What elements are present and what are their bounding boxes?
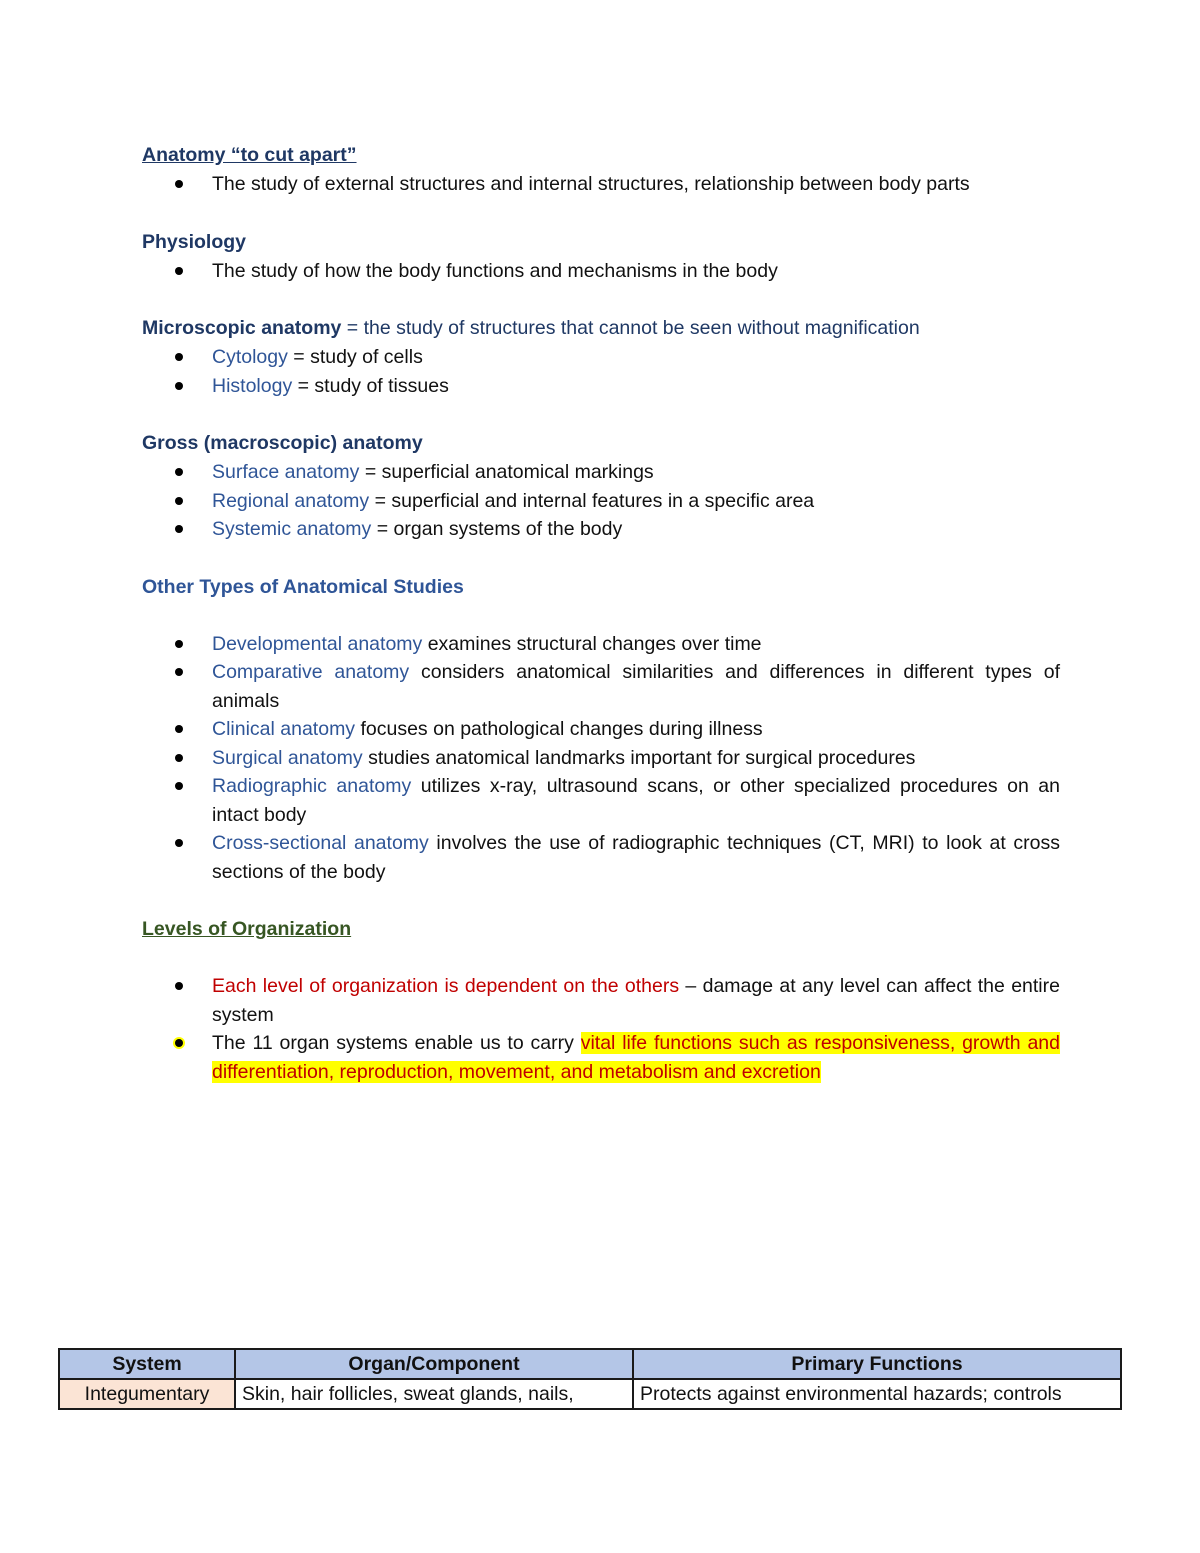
list-item: [142, 515, 1060, 544]
table-row: [59, 1379, 1121, 1409]
list-item: [142, 257, 1060, 286]
levels-heading: Levels of Organization: [142, 918, 352, 940]
list-item: [142, 458, 1060, 487]
list-item: [142, 772, 1060, 829]
list-item-text: = study of tissues: [292, 374, 449, 397]
list-item-term: Systemic anatomy: [212, 518, 372, 540]
bullet-dot-icon: [175, 1039, 183, 1047]
bullet-dot-icon: [175, 468, 183, 476]
column-header-functions: Primary Functions: [633, 1349, 1121, 1379]
table-cell-functions: Protects against environmental hazards; controls: [633, 1379, 1121, 1409]
bullet-dot-icon: [175, 267, 183, 275]
other-types-heading: Other Types of Anatomical Studies: [142, 575, 464, 598]
bullet-dot-icon: [175, 982, 183, 990]
gross-list: [142, 458, 1060, 544]
list-item-emphasis: Each level of organization is dependent on the others: [212, 975, 680, 997]
list-item-text: involves the use of radiographic techniques (CT, MRI) to look at cross sections of the body: [212, 832, 1060, 883]
list-item-term: Clinical anatomy: [212, 718, 356, 740]
anatomy-heading: Anatomy “to cut apart”: [142, 144, 357, 166]
other-types-list: [142, 630, 1060, 887]
list-item: [142, 744, 1060, 773]
list-item-text: focuses on pathological changes during illness: [355, 718, 763, 740]
list-item: [142, 487, 1060, 516]
anatomy-list: [142, 170, 1060, 199]
list-item-text: = superficial anatomical markings: [359, 461, 654, 483]
microscopic-heading-term: Microscopic anatomy: [142, 317, 342, 339]
table-cell-system: Integumentary: [59, 1379, 235, 1409]
bullet-dot-icon: [175, 640, 183, 648]
list-item-term: Cross-sectional anatomy: [212, 832, 429, 854]
list-item: [142, 170, 1060, 199]
list-item-term: Comparative anatomy: [212, 661, 410, 683]
table-cell-organ: Skin, hair follicles, sweat glands, nails,: [235, 1379, 633, 1409]
physiology-heading: Physiology: [142, 230, 247, 253]
list-item-term: Surgical anatomy: [212, 746, 363, 769]
list-item-text: The study of external structures and internal structures, relationship between body parts: [212, 173, 970, 195]
list-item: [142, 343, 1060, 372]
bullet-dot-icon: [175, 353, 183, 361]
list-item: [142, 1029, 1060, 1086]
bullet-dot-icon: [175, 668, 183, 676]
list-item: [142, 829, 1060, 886]
highlighted-text: vital life functions such as responsiveness, growth and differentiation, reproduction, movement, and metabolism and excretion: [212, 1032, 1060, 1083]
levels-list: [142, 972, 1060, 1086]
bullet-dot-icon: [175, 782, 183, 790]
list-item: [142, 630, 1060, 659]
list-item-term: Surface anatomy: [212, 461, 360, 483]
list-item-text: = superficial and internal features in a specific area: [369, 489, 815, 512]
list-item-text: The 11 organ systems enable us to carry: [212, 1032, 581, 1054]
list-item-text: = study of cells: [287, 346, 423, 368]
column-header-organ: Organ/Component: [235, 1349, 633, 1379]
bullet-dot-icon: [175, 839, 183, 847]
list-item-text: = organ systems of the body: [371, 518, 623, 540]
list-item-term: Radiographic anatomy: [212, 775, 412, 797]
list-item-text: considers anatomical similarities and differences in different types of animals: [212, 661, 1060, 712]
list-item: [142, 658, 1060, 715]
physiology-list: [142, 257, 1060, 286]
gross-heading: Gross (macroscopic) anatomy: [142, 432, 423, 454]
list-item-text: examines structural changes over time: [422, 632, 762, 655]
list-item: [142, 715, 1060, 744]
microscopic-heading: [142, 313, 1060, 343]
organ-systems-table: [58, 1348, 1122, 1410]
table-header-row: [59, 1349, 1121, 1379]
bullet-dot-icon: [175, 725, 183, 733]
list-item-text: studies anatomical landmarks important for surgical procedures: [362, 746, 916, 769]
list-item-term: Regional anatomy: [212, 489, 370, 512]
microscopic-list: [142, 343, 1060, 400]
bullet-dot-icon: [175, 180, 183, 188]
microscopic-heading-definition: = the study of structures that cannot be seen without magnification: [341, 317, 920, 339]
list-item-term: Developmental anatomy: [212, 632, 423, 655]
bullet-dot-icon: [175, 754, 183, 762]
bullet-dot-icon: [175, 382, 183, 390]
list-item-text: The study of how the body functions and mechanisms in the body: [212, 259, 778, 282]
bullet-dot-icon: [175, 497, 183, 505]
bullet-dot-icon: [175, 525, 183, 533]
document-body: [142, 140, 1060, 1086]
list-item-text: – damage at any level can affect the entire system: [212, 975, 1060, 1026]
list-item-term: Cytology: [212, 346, 288, 368]
list-item: [142, 372, 1060, 401]
list-item-term: Histology: [212, 374, 293, 397]
list-item: [142, 972, 1060, 1029]
list-item-text: utilizes x-ray, ultrasound scans, or other specialized procedures on an intact body: [212, 775, 1060, 826]
column-header-system: System: [59, 1349, 235, 1379]
